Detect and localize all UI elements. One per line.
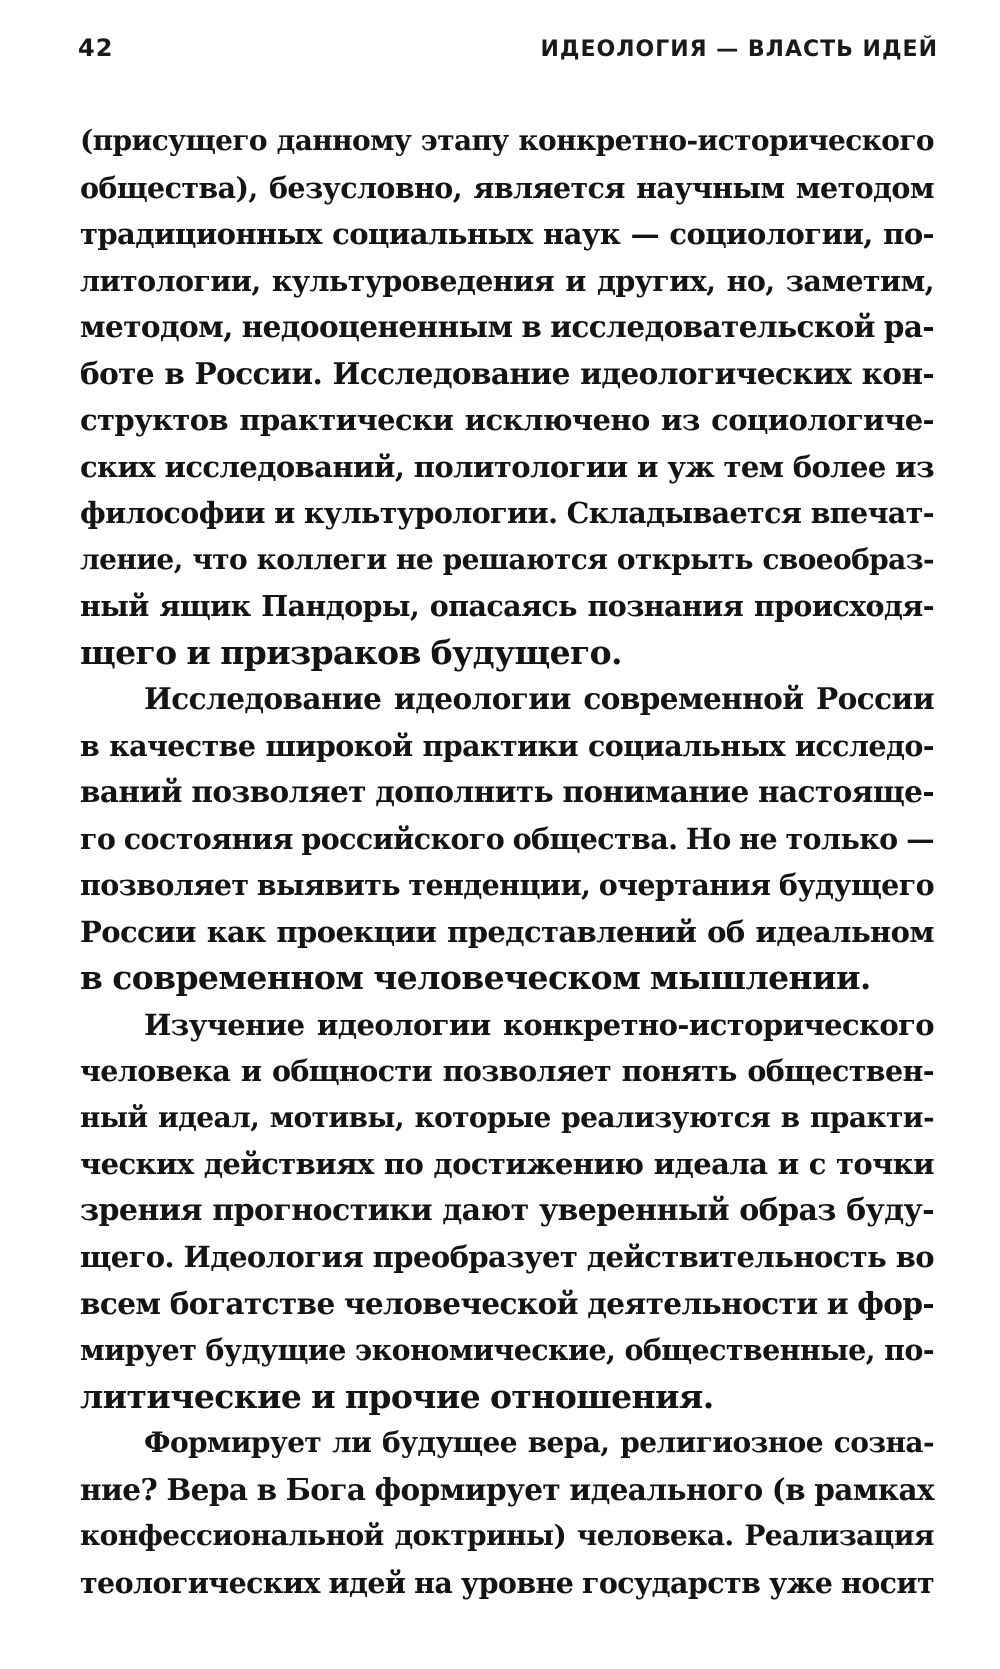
text-line: Формирует ли будущее вера, религиозное созна- bbox=[144, 1426, 934, 1459]
text-line: России как проекции представлений об идеальном bbox=[80, 914, 934, 949]
paragraph-2 bbox=[80, 676, 934, 1002]
text-line: боте в России. Исследование идеологических кон- bbox=[80, 355, 934, 391]
text-line: структов практически исключено из социологиче- bbox=[80, 403, 934, 437]
text-line: в качестве широкой практики социальных исследо- bbox=[80, 728, 934, 763]
text-line: ный идеал, мотивы, которые реализуются в практи- bbox=[80, 1100, 934, 1134]
text-line: философии и культурологии. Складывается впечат- bbox=[80, 496, 934, 530]
text-line: (присущего данному этапу конкретно-исторического bbox=[80, 124, 934, 157]
text-line: ние? Вера в Бога формирует идеального (в рамках bbox=[80, 1471, 934, 1507]
page-number: 42 bbox=[78, 34, 114, 62]
text-line: литические и прочие отношения. bbox=[80, 1376, 714, 1416]
text-line: ление, что коллеги не решаются открыть своеобраз- bbox=[80, 542, 934, 576]
paragraph-1 bbox=[80, 118, 934, 676]
text-line: мирует будущие экономические, общественные, по- bbox=[80, 1333, 934, 1367]
text-line: зрения прогностики дают уверенный образ буду- bbox=[80, 1192, 934, 1228]
text-line: Изучение идеологии конкретно-исторического bbox=[144, 1007, 934, 1042]
text-line: ваний позволяет дополнить понимание настояще- bbox=[80, 774, 934, 809]
text-line: ческих действиях по достижению идеала и с точки bbox=[80, 1147, 934, 1181]
text-line: всем богатстве человеческой деятельности и фор- bbox=[80, 1285, 934, 1321]
text-line: человека и общности позволяет понять обществен- bbox=[80, 1054, 934, 1088]
text-line: общества), безусловно, является научным методом bbox=[80, 170, 934, 205]
text-line: литологии, культуроведения и других, но, заметим, bbox=[80, 263, 934, 298]
body-text bbox=[80, 118, 934, 1606]
text-line: в современном человеческом мышлении. bbox=[80, 958, 871, 997]
text-line: го состояния российского общества. Но не только — bbox=[80, 821, 934, 856]
text-line: ный ящик Пандоры, опасаясь познания происходя- bbox=[80, 589, 934, 623]
text-line: методом, недооцененным в исследовательской ра- bbox=[80, 309, 934, 344]
text-line: щего и призраков будущего. bbox=[80, 632, 622, 672]
paragraph-3 bbox=[80, 1002, 934, 1421]
text-line: щего. Идеология преобразует действительность во bbox=[80, 1240, 934, 1274]
text-line: конфессиональной доктрины) человека. Реализация bbox=[80, 1519, 934, 1552]
text-line: традиционных социальных наук — социологии, по- bbox=[80, 217, 934, 251]
paragraph-4 bbox=[80, 1420, 934, 1606]
text-line: Исследование идеологии современной России bbox=[144, 681, 934, 716]
text-line: ских исследований, политологии и уж тем более из bbox=[80, 449, 934, 484]
text-line: теологических идей на уровне государств уже носит bbox=[80, 1565, 934, 1600]
running-head bbox=[78, 34, 938, 74]
running-title: ИДЕОЛОГИЯ — ВЛАСТЬ ИДЕЙ bbox=[540, 37, 938, 62]
text-line: позволяет выявить тенденции, очертания будущего bbox=[80, 868, 934, 902]
